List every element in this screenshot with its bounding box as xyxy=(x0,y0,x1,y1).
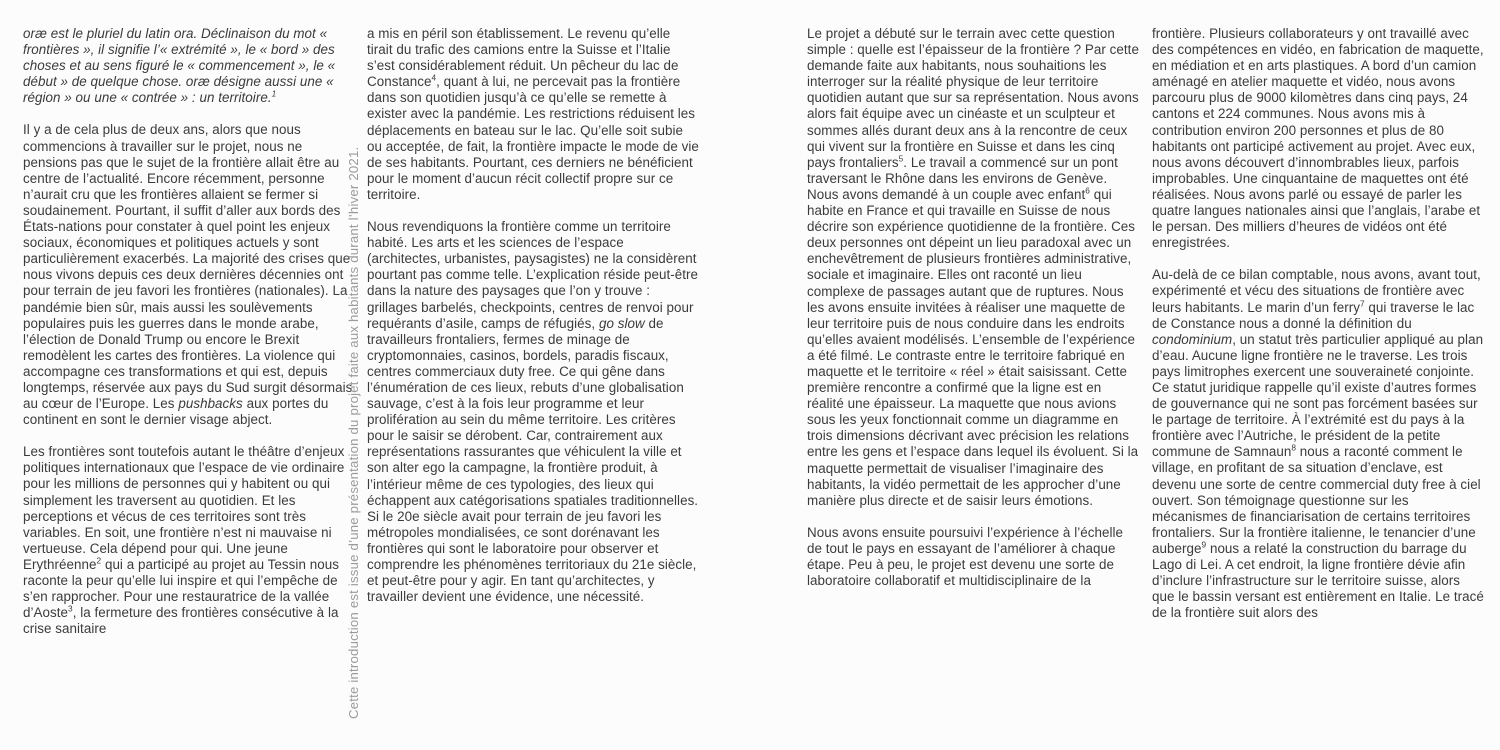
footnote-ref: 7 xyxy=(1359,298,1365,309)
text-run: aux portes du continent en sont le dernier visage abject. xyxy=(23,396,329,428)
paragraph xyxy=(1152,267,1484,621)
text-run: Le projet a débuté sur le terrain avec cette question simple : quelle est l’épaisseur de la frontière ? Par cette demande faite aux habitants, nous souhaitions les interroger sur la réalité physique de leur territoire quotidien autant que sur sa représentation. Nous avons alors fait équipe avec un cinéaste et un sculpteur et sommes allés durant deux ans à la rencontre de ceux qui vivent sur la frontière en Suisse et dans les cinq pays frontaliers xyxy=(807,26,1139,170)
paragraph xyxy=(23,122,355,428)
text-run: Nous revendiquons la frontière comme un territoire habité. Les arts et les sciences de l’espace (architectes, urbanistes, paysagistes) ne la considèrent pourtant pas comme telle. L’explication réside peut-être dans la nature des paysages que l’on y trouve : grillages barbelés, checkpoints, centres de renvoi pour requérants d’asile, camps de réfugiés, xyxy=(367,219,699,331)
text-run: oræ est le pluriel du latin ora. Déclinaison du mot « frontières », il signifie l’« extrémité », le « bord » des choses et au sens figuré le « commencement », le « début » de quelque chose. oræ désigne aussi une « région » ou une « contrée » : un territoire. xyxy=(23,26,336,106)
paragraph xyxy=(367,219,699,605)
text-run: nous a relaté la construction du barrage du Lago di Lei. A cet endroit, la ligne frontière dévie afin d’inclure l’infrastructure sur le territoire suisse, alors que le bassin versant est entièrement en Italie. Le tracé de la frontière suit alors des xyxy=(1152,540,1484,621)
paragraph xyxy=(367,26,699,203)
paragraph xyxy=(1152,26,1484,251)
text-run: de travailleurs frontaliers, fermes de minage de cryptomonnaies, casinos, bordels, paradis fiscaux, centres commerciaux duty free. Ce qui gêne dans l’énumération de ces lieux, rebuts d’une globalisation sauvage, c’est à la fois leur programme et leur prolifération au sein du même territoire. Les critères pour le saisir se dérobent. Car, contrairement aux représentations rassurantes que véhiculent la ville et son alter ego la campagne, la frontière produit, à l’intérieur même de ces typologies, des lieux qui échappent aux catégorisations spatiales traditionnelles. Si le 20e siècle avait pour terrain de jeu favori les métropoles mondialisées, ce sont dorénavant les frontières qui sont le laboratoire pour observer et comprendre les phénomènes territoriaux du 21e siècle, et peut-être pour y agir. En tant qu’architectes, y travailler devient une évidence, une nécessité. xyxy=(367,315,699,605)
text-run: qui traverse le lac de Constance nous a donné la définition du xyxy=(1152,299,1475,331)
text-run: Au-delà de ce bilan comptable, nous avons, avant tout, expérimenté et vécu des situations de frontière avec leurs habitants. Le marin d’un ferry xyxy=(1152,267,1481,315)
paragraph xyxy=(23,26,355,106)
text-run: qui a participé au projet au Tessin nous raconte la peur qu’elle lui inspire et qui l’empêche de s’en rapprocher. Pour une restauratrice de la vallée d’Aoste xyxy=(23,556,339,621)
text-run: Les frontières sont toutefois autant le théâtre d’enjeux politiques internationaux que l’espace de vie ordinaire pour les millions de personnes qui y habitent ou qui simplement les traversent au quotidien. Et les perceptions et vécus de ces territoires sont très variables. En soit, une frontière n’est ni mauvaise ni vertueuse. Cela dépend pour qui. Une jeune Erythréenne xyxy=(23,444,345,572)
text-run: Il y a de cela plus de deux ans, alors que nous commencions à travailler sur le projet, nous ne pensions pas que le sujet de la frontière allait être au centre de l’actualité. Encore récemment, personne n’aurait cru que les frontières allaient se fermer si soudainement. Pourtant, il suffit d’aller aux bords des États-nations pour constater à quel point les enjeux sociaux, économiques et politiques actuels y sont particulièrement exacerbés. La majorité des crises que nous vivons depuis ces deux dernières décennies ont pour terrain de jeu favori les frontières (nationales). La pandémie bien sûr, mais aussi les soulèvements populaires puis les guerres dans le monde arabe, l’élection de Donald Trump ou encore le Brexit remodèlent les cartes des frontières. La violence qui accompagne ces transformations et qui est, depuis longtemps, réservée aux pays du Sud surgit désormais au cœur de l’Europe. Les xyxy=(23,122,353,412)
text-run: nous a raconté comment le village, en profitant de sa situation d’enclave, est devenu une sorte de centre commercial duty free à ciel ouvert. Son témoignage questionne sur les mécanismes de financiarisation de certains territoires frontaliers. Sur la frontière italienne, le tenancier d’une auberge xyxy=(1152,444,1481,556)
text-run: , un statut très particulier appliqué au plan d’eau. Aucune ligne frontière ne le traverse. Les trois pays limitrophes exercent une souveraineté conjointe. Ce statut juridique rappelle qu’il existe d’autres formes de gouvernance qui ne sont pas forcément basées sur le partage de territoire. À l’extrémité est du pays à la frontière avec l’Autriche, le président de la petite commune de Samnaun xyxy=(1152,331,1484,460)
text-column-4 xyxy=(1152,26,1484,637)
text-run: , quant à lui, ne percevait pas la frontière dans son quotidien jusqu’à ce qu’elle se remette à exister avec la pandémie. Les restrictions réduisent les déplacements en bateau sur le lac. Qu’elle soit subie ou acceptée, de fait, la frontière impacte le mode de vie de ses habitants. Pourtant, ces derniers ne bénéficient pour le moment d’aucun récit collectif propre sur ce territoire. xyxy=(367,74,699,202)
text-run: pushbacks xyxy=(178,396,243,412)
text-run: go slow xyxy=(598,315,645,331)
text-column-2 xyxy=(367,26,699,621)
footnote-ref: 2 xyxy=(96,555,102,566)
footnote-ref: 3 xyxy=(68,603,73,614)
text-run: , la fermeture des frontières consécutive à la crise sanitaire xyxy=(23,605,339,637)
footnote-ref: 9 xyxy=(1201,539,1207,550)
text-column-1 xyxy=(23,26,355,653)
text-run: Nous avons ensuite poursuivi l’expérience à l’échelle de tout le pays en essayant de l’améliorer à chaque étape. Peu à peu, le projet est devenu une sorte de laboratoire collaboratif et multidisciplinaire de la xyxy=(807,524,1124,589)
footnote-ref: 8 xyxy=(1291,442,1297,453)
text-run: . Le travail a commencé sur un pont traversant le Rhône dans les environs de Genève. Nous avons demandé à un couple avec enfant xyxy=(807,154,1118,202)
text-run: frontière. Plusieurs collaborateurs y ont travaillé avec des compétences en vidéo, en fabrication de maquette, en médiation et en arts plastiques. A bord d’un camion aménagé en atelier maquette et vidéo, nous avons parcouru plus de 9000 kilomètres dans cinq pays, 24 cantons et 224 communes. Nous avons mis à contribution environ 200 personnes et plus de 80 habitants ont participé activement au projet. Avec eux, nous avons découvert d’innombrables lieux, parfois improbables. Une cinquantaine de maquettes ont été réalisées. Nous avons parlé ou essayé de parler les quatre langues nationales ainsi que l’anglais, l’arabe et le persan. Des milliers d’heures de vidéos ont été enregistrées. xyxy=(1152,26,1484,251)
text-column-3 xyxy=(807,26,1139,605)
footnote-ref: 6 xyxy=(1085,185,1090,196)
text-run: a mis en péril son établissement. Le revenu qu’elle tirait du trafic des camions entre la Suisse et l’Italie s’est considérablement réduit. Un pêcheur du lac de Constance xyxy=(367,26,679,90)
footnote-ref: 1 xyxy=(271,88,277,99)
paragraph xyxy=(23,444,355,637)
paragraph xyxy=(807,26,1139,509)
footnote-ref: 4 xyxy=(431,72,437,83)
footnote-ref: 5 xyxy=(898,153,904,164)
text-run: condominium xyxy=(1152,331,1233,347)
paragraph xyxy=(807,525,1139,589)
margin-note-rotated: Cette introduction est issue d’une présentation du projet faite aux habitants durant l’hiver 2021. xyxy=(346,146,361,719)
text-run: qui habite en France et qui travaille en Suisse de nous décrire son expérience quotidienne de la frontière. Ces deux personnes ont dépeint un lieu paradoxal avec un enchevêtrement de plusieurs frontières administrative, sociale et imaginaire. Elles ont raconté un lieu complexe de passages autant que de ruptures. Nous les avons ensuite invitées à réaliser une maquette de leur territoire puis de nous conduire dans les endroits qu’elles avaient modélisés. L’ensemble de l’expérience a été filmé. Le contraste entre le territoire fabriqué en maquette et le territoire « réel » était saisissant. Cette première rencontre a confirmé que la ligne est en réalité une épaisseur. La maquette que nous avions sous les yeux fonctionnait comme un diagramme en trois dimensions décrivant avec précision les relations entre les gens et l’espace dans lequel ils évoluent. Si la maquette permettait de visualiser l’imaginaire des habitants, la vidéo permettait de les approcher d’une manière plus directe et de saisir leurs émotions. xyxy=(807,186,1139,508)
